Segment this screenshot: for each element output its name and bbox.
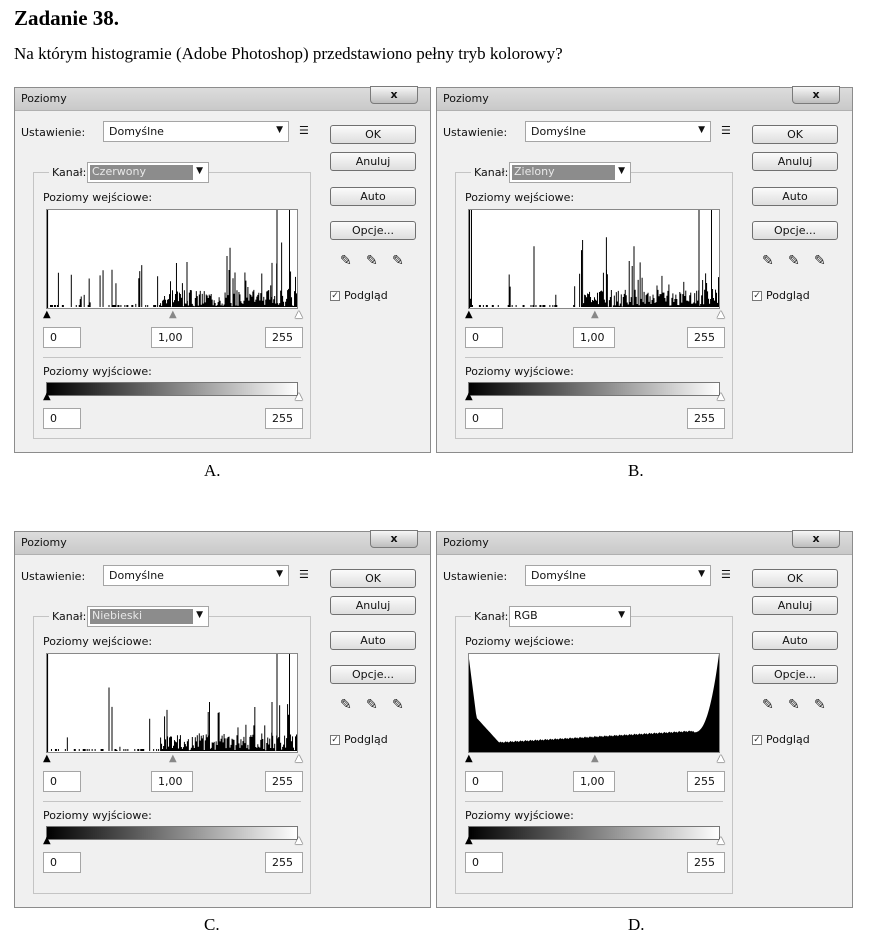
input-levels-label: Poziomy wejściowe: <box>465 191 575 204</box>
input-black-slider[interactable]: ▲ <box>465 753 473 764</box>
input-black-slider[interactable]: ▲ <box>465 309 473 320</box>
output-levels-label: Poziomy wyjściowe: <box>465 365 574 378</box>
channel-select[interactable] <box>509 162 631 183</box>
output-gradient-bar <box>468 826 720 840</box>
input-white-field[interactable]: 255 <box>265 771 303 792</box>
preview-checkbox[interactable]: ✓ <box>331 735 339 745</box>
input-gamma-field[interactable]: 1,00 <box>573 771 615 792</box>
preset-select[interactable] <box>525 121 711 142</box>
input-levels-label: Poziomy wejściowe: <box>465 635 575 648</box>
input-gamma-field[interactable]: 1,00 <box>573 327 615 348</box>
input-black-field[interactable]: 0 <box>43 771 81 792</box>
preset-label: Ustawienie: <box>21 126 86 139</box>
menu-list-icon[interactable]: ☰ <box>299 568 309 581</box>
output-black-slider[interactable]: ▲ <box>465 835 473 846</box>
output-gradient-bar <box>46 826 298 840</box>
output-white-slider[interactable]: ▲ <box>717 391 725 402</box>
white-eyedropper-icon[interactable]: ✎ <box>392 697 404 713</box>
white-eyedropper-icon[interactable]: ✎ <box>814 697 826 713</box>
histogram <box>46 209 298 309</box>
input-white-slider[interactable]: ▲ <box>295 753 303 764</box>
output-black-field[interactable]: 0 <box>43 852 81 873</box>
channel-label: Kanał: <box>471 610 511 623</box>
input-gamma-slider[interactable]: ▲ <box>169 753 177 764</box>
input-white-slider[interactable]: ▲ <box>295 309 303 320</box>
cancel-button[interactable]: Anuluj <box>330 596 416 615</box>
channel-value: Czerwony <box>90 165 193 180</box>
preset-select[interactable] <box>525 565 711 586</box>
output-gradient-bar <box>468 382 720 396</box>
output-black-slider[interactable]: ▲ <box>43 835 51 846</box>
options-button[interactable]: Opcje... <box>752 221 838 240</box>
cancel-button[interactable]: Anuluj <box>752 596 838 615</box>
close-button[interactable]: x <box>792 530 840 548</box>
cancel-button[interactable]: Anuluj <box>752 152 838 171</box>
channel-select[interactable] <box>509 606 631 627</box>
window-title: Poziomy <box>443 92 489 105</box>
ok-button[interactable]: OK <box>330 569 416 588</box>
levels-dialog <box>14 87 431 453</box>
window-title: Poziomy <box>21 92 67 105</box>
option-caption: B. <box>628 461 644 480</box>
auto-button[interactable]: Auto <box>752 187 838 206</box>
output-black-field[interactable]: 0 <box>465 408 503 429</box>
input-levels-label: Poziomy wejściowe: <box>43 191 153 204</box>
preview-label: Podgląd <box>344 733 388 746</box>
ok-button[interactable]: OK <box>330 125 416 144</box>
menu-list-icon[interactable]: ☰ <box>721 568 731 581</box>
histogram <box>468 653 720 753</box>
auto-button[interactable]: Auto <box>330 187 416 206</box>
input-white-field[interactable]: 255 <box>687 771 725 792</box>
channel-label: Kanał: <box>471 166 511 179</box>
window-title: Poziomy <box>443 536 489 549</box>
chevron-down-icon: ▼ <box>618 610 625 620</box>
preset-value: Domyślne <box>109 569 164 582</box>
input-white-slider[interactable]: ▲ <box>717 753 725 764</box>
separator <box>43 357 301 358</box>
gray-eyedropper-icon[interactable]: ✎ <box>366 697 378 713</box>
options-button[interactable]: Opcje... <box>330 221 416 240</box>
task-question: Na którym histogramie (Adobe Photoshop) przedstawiono pełny tryb kolorowy? <box>14 44 563 63</box>
black-eyedropper-icon[interactable]: ✎ <box>340 253 352 269</box>
options-button[interactable]: Opcje... <box>330 665 416 684</box>
close-button[interactable]: x <box>370 86 418 104</box>
menu-list-icon[interactable]: ☰ <box>299 124 309 137</box>
close-button[interactable]: x <box>792 86 840 104</box>
separator <box>465 357 723 358</box>
output-gradient-bar <box>46 382 298 396</box>
chevron-down-icon: ▼ <box>276 125 283 135</box>
input-black-slider[interactable]: ▲ <box>43 309 51 320</box>
option-caption: A. <box>204 461 221 480</box>
output-white-field[interactable]: 255 <box>687 852 725 873</box>
gray-eyedropper-icon[interactable]: ✎ <box>366 253 378 269</box>
preview-checkbox[interactable]: ✓ <box>753 291 761 301</box>
channel-label: Kanał: <box>49 610 89 623</box>
ok-button[interactable]: OK <box>752 125 838 144</box>
preset-label: Ustawienie: <box>443 570 508 583</box>
output-black-field[interactable]: 0 <box>465 852 503 873</box>
histogram-graph <box>469 210 719 308</box>
auto-button[interactable]: Auto <box>752 631 838 650</box>
gray-eyedropper-icon[interactable]: ✎ <box>788 697 800 713</box>
white-eyedropper-icon[interactable]: ✎ <box>392 253 404 269</box>
ok-button[interactable]: OK <box>752 569 838 588</box>
preset-label: Ustawienie: <box>21 570 86 583</box>
input-white-field[interactable]: 255 <box>687 327 725 348</box>
channel-select[interactable] <box>87 606 209 627</box>
channel-label: Kanał: <box>49 166 89 179</box>
histogram <box>46 653 298 753</box>
option-caption: C. <box>204 915 220 934</box>
menu-list-icon[interactable]: ☰ <box>721 124 731 137</box>
output-white-field[interactable]: 255 <box>265 408 303 429</box>
preset-value: Domyślne <box>531 125 586 138</box>
preview-label: Podgląd <box>766 733 810 746</box>
chevron-down-icon: ▼ <box>196 610 203 620</box>
black-eyedropper-icon[interactable]: ✎ <box>762 697 774 713</box>
input-black-field[interactable]: 0 <box>465 771 503 792</box>
output-levels-label: Poziomy wyjściowe: <box>465 809 574 822</box>
input-black-slider[interactable]: ▲ <box>43 753 51 764</box>
output-black-field[interactable]: 0 <box>43 408 81 429</box>
input-gamma-slider[interactable]: ▲ <box>169 309 177 320</box>
title-bar <box>437 88 852 111</box>
input-gamma-field[interactable]: 1,00 <box>151 327 193 348</box>
histogram <box>468 209 720 309</box>
output-white-field[interactable]: 255 <box>265 852 303 873</box>
separator <box>43 801 301 802</box>
input-gamma-slider[interactable]: ▲ <box>591 753 599 764</box>
input-gamma-slider[interactable]: ▲ <box>591 309 599 320</box>
options-button[interactable]: Opcje... <box>752 665 838 684</box>
channel-select[interactable] <box>87 162 209 183</box>
preset-value: Domyślne <box>531 569 586 582</box>
output-black-slider[interactable]: ▲ <box>465 391 473 402</box>
input-white-field[interactable]: 255 <box>265 327 303 348</box>
output-white-field[interactable]: 255 <box>687 408 725 429</box>
title-bar <box>15 88 430 111</box>
close-button[interactable]: x <box>370 530 418 548</box>
input-white-slider[interactable]: ▲ <box>717 309 725 320</box>
chevron-down-icon: ▼ <box>196 166 203 176</box>
gray-eyedropper-icon[interactable]: ✎ <box>788 253 800 269</box>
levels-dialog <box>436 531 853 908</box>
output-levels-label: Poziomy wyjściowe: <box>43 365 152 378</box>
channel-value: RGB <box>514 609 538 622</box>
chevron-down-icon: ▼ <box>698 569 705 579</box>
input-black-field[interactable]: 0 <box>465 327 503 348</box>
output-white-slider[interactable]: ▲ <box>295 835 303 846</box>
preview-label: Podgląd <box>766 289 810 302</box>
title-bar <box>15 532 430 555</box>
preview-label: Podgląd <box>344 289 388 302</box>
histogram-graph <box>47 654 297 752</box>
levels-dialog <box>436 87 853 453</box>
title-bar <box>437 532 852 555</box>
preset-select[interactable] <box>103 121 289 142</box>
chevron-down-icon: ▼ <box>698 125 705 135</box>
levels-dialog <box>14 531 431 908</box>
preset-label: Ustawienie: <box>443 126 508 139</box>
output-white-slider[interactable]: ▲ <box>717 835 725 846</box>
black-eyedropper-icon[interactable]: ✎ <box>762 253 774 269</box>
window-title: Poziomy <box>21 536 67 549</box>
chevron-down-icon: ▼ <box>276 569 283 579</box>
task-title: Zadanie 38. <box>14 6 120 30</box>
channel-value: Zielony <box>512 165 615 180</box>
preview-checkbox[interactable]: ✓ <box>331 291 339 301</box>
histogram-graph <box>47 210 297 308</box>
output-black-slider[interactable]: ▲ <box>43 391 51 402</box>
separator <box>465 801 723 802</box>
channel-value: Niebieski <box>90 609 193 624</box>
input-levels-label: Poziomy wejściowe: <box>43 635 153 648</box>
white-eyedropper-icon[interactable]: ✎ <box>814 253 826 269</box>
histogram-graph <box>469 654 719 752</box>
preset-value: Domyślne <box>109 125 164 138</box>
preset-select[interactable] <box>103 565 289 586</box>
output-white-slider[interactable]: ▲ <box>295 391 303 402</box>
auto-button[interactable]: Auto <box>330 631 416 650</box>
output-levels-label: Poziomy wyjściowe: <box>43 809 152 822</box>
preview-checkbox[interactable]: ✓ <box>753 735 761 745</box>
cancel-button[interactable]: Anuluj <box>330 152 416 171</box>
black-eyedropper-icon[interactable]: ✎ <box>340 697 352 713</box>
input-gamma-field[interactable]: 1,00 <box>151 771 193 792</box>
chevron-down-icon: ▼ <box>618 166 625 176</box>
input-black-field[interactable]: 0 <box>43 327 81 348</box>
option-caption: D. <box>628 915 645 934</box>
